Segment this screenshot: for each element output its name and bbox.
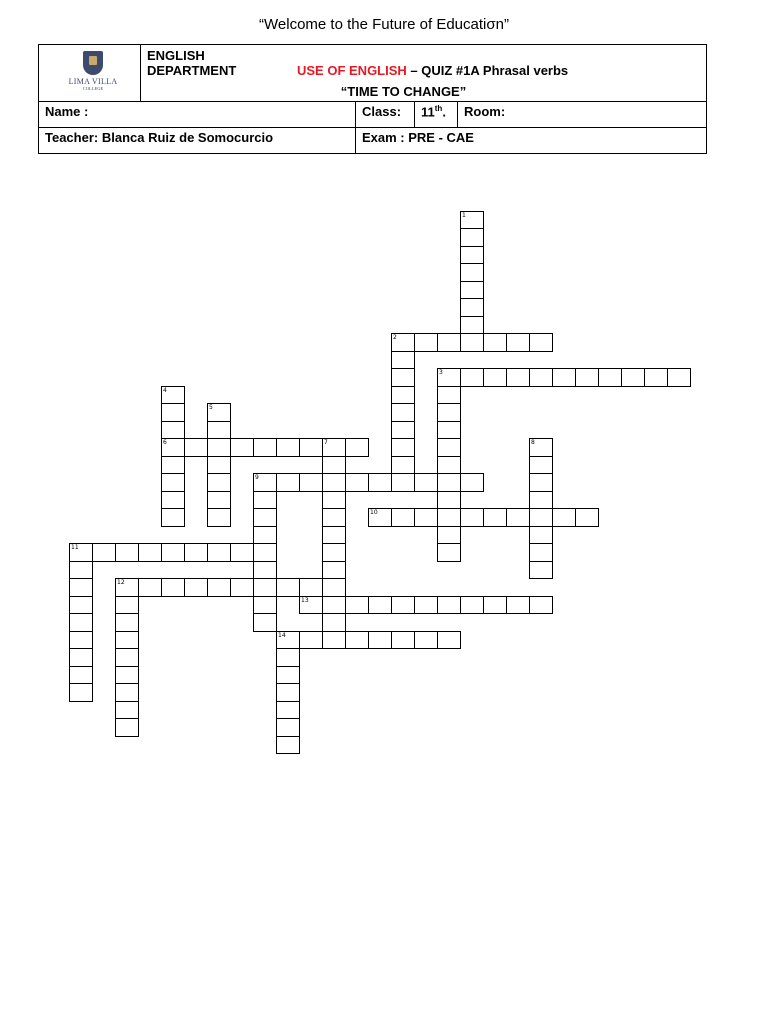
clue-number: 14 [278,631,286,639]
crossword-cell[interactable] [460,211,484,230]
crossword-cell[interactable] [368,596,392,615]
crossword-cell[interactable] [69,543,93,562]
crossword-cell[interactable] [161,473,185,492]
crossword-cell[interactable] [460,263,484,282]
crossword-cell[interactable] [253,578,277,597]
clue-number: 7 [324,439,328,446]
crossword-cell[interactable] [345,438,369,457]
crossword-cell[interactable] [161,438,185,457]
crossword-cell[interactable] [115,718,139,737]
crossword-cell[interactable] [391,333,415,352]
crossword-cell[interactable] [276,648,300,667]
crossword-cell[interactable] [529,508,553,527]
crossword-cell[interactable] [207,543,231,562]
class-dot: . [442,104,446,120]
logo-name: LIMA VILLA [68,77,118,86]
crossword-cell[interactable] [184,543,208,562]
exam-label: Exam : PRE - CAE [362,130,474,145]
crossword-cell[interactable] [529,456,553,475]
crossword-cell[interactable] [115,596,139,615]
crossword-cell[interactable] [437,333,461,352]
crossword-cell[interactable] [437,491,461,510]
crossword-cell[interactable] [322,508,346,527]
crossword-cell[interactable] [276,701,300,720]
crossword-cell[interactable] [115,578,139,597]
crossword-cell[interactable] [138,578,162,597]
crossword-cell[interactable] [161,508,185,527]
clue-number: 12 [117,579,125,586]
subject-label: USE OF ENGLISH [297,63,407,78]
clue-number: 9 [255,474,259,481]
crossword-cell[interactable] [253,526,277,545]
crossword-cell[interactable] [460,508,484,527]
crossword-cell[interactable] [437,438,461,457]
crossword-cell[interactable] [253,543,277,562]
clue-number: 10 [370,509,378,516]
crossword-cell[interactable] [322,561,346,580]
crossword-cell[interactable] [483,368,507,387]
crossword-cell[interactable] [207,491,231,510]
crossword-cell[interactable] [253,508,277,527]
crossword-cell[interactable] [322,613,346,632]
crossword-cell[interactable] [414,508,438,527]
crossword-cell[interactable] [437,456,461,475]
quiz-title: “TIME TO CHANGE” [340,84,467,99]
crossword-cell[interactable] [299,438,323,457]
crossword-cell[interactable] [506,368,530,387]
crossword-cell[interactable] [437,631,461,650]
crossword-cell[interactable] [391,368,415,387]
crossword-cell[interactable] [391,456,415,475]
crossword-cell[interactable] [276,578,300,597]
clue-number: 11 [71,544,79,551]
crossword-cell[interactable] [276,631,300,650]
clue-number: 3 [439,369,443,376]
crossword-cell[interactable] [460,473,484,492]
crossword-cell[interactable] [276,473,300,492]
crossword-cell[interactable] [299,631,323,650]
crossword-cell[interactable] [414,631,438,650]
crossword-cell[interactable] [391,421,415,440]
crossword-cell[interactable] [667,368,691,387]
class-suffix: th [434,104,443,113]
crossword-cell[interactable] [345,631,369,650]
crossword-cell[interactable] [69,648,93,667]
crossword-cell[interactable] [207,421,231,440]
crossword-cell[interactable] [161,578,185,597]
crossword-cell[interactable] [391,438,415,457]
crossword-cell[interactable] [115,666,139,685]
quiz-label: – QUIZ #1A Phrasal verbs [406,63,569,78]
crossword-cell[interactable] [115,701,139,720]
crossword-cell[interactable] [115,683,139,702]
crossword-cell[interactable] [529,526,553,545]
teacher-label: Teacher: Blanca Ruiz de Somocurcio [45,130,274,145]
clue-number: 2 [393,334,397,341]
crossword-cell[interactable] [322,438,346,457]
logo-sub: COLLEGE [82,86,104,91]
crossword-cell[interactable] [345,596,369,615]
crossword-cell[interactable] [276,438,300,457]
crossword-cell[interactable] [161,386,185,405]
crossword-cell[interactable] [437,421,461,440]
class-value: 11 [421,104,435,120]
crossword-cell[interactable] [69,613,93,632]
crossword-cell[interactable] [483,596,507,615]
crossword-cell[interactable] [644,368,668,387]
crossword-cell[interactable] [437,508,461,527]
crossword-cell[interactable] [322,543,346,562]
crossword-cell[interactable] [230,543,254,562]
clue-number: 1 [462,211,466,219]
crossword-cell[interactable] [276,683,300,702]
crossword-cell[interactable] [69,683,93,702]
class-label: Class: [362,104,402,119]
department-label: ENGLISH DEPARTMENT [147,48,237,78]
crossword-cell[interactable] [299,578,323,597]
crossword-cell[interactable] [69,561,93,580]
crossword-cell[interactable] [460,596,484,615]
crossword-cell[interactable] [161,403,185,422]
crossword-cell[interactable] [322,596,346,615]
crossword-cell[interactable] [529,438,553,457]
crossword-cell[interactable] [184,578,208,597]
crossword-cell[interactable] [69,631,93,650]
crossword-cell[interactable] [391,473,415,492]
crossword-cell[interactable] [69,666,93,685]
crossword-cell[interactable] [276,718,300,737]
crossword-cell[interactable] [414,596,438,615]
crossword-cell[interactable] [575,368,599,387]
crossword-cell[interactable] [184,438,208,457]
crossword-cell[interactable] [529,543,553,562]
crossword-cell[interactable] [322,526,346,545]
crossword-cell[interactable] [207,508,231,527]
crossword-cell[interactable] [345,473,369,492]
crossword-cell[interactable] [437,386,461,405]
crossword-cell[interactable] [253,438,277,457]
crossword-cell[interactable] [299,473,323,492]
name-label: Name : [45,104,89,119]
crossword-cell[interactable] [437,473,461,492]
crossword-cell[interactable] [483,333,507,352]
clue-number: 4 [163,386,167,394]
crossword-cell[interactable] [230,438,254,457]
crossword-cell[interactable] [460,333,484,352]
crossword-cell[interactable] [391,631,415,650]
crossword-cell[interactable] [598,368,622,387]
crossword-cell[interactable] [322,578,346,597]
crossword-cell[interactable] [529,491,553,510]
crossword-cell[interactable] [460,228,484,247]
crossword-cell[interactable] [368,631,392,650]
crossword-cell[interactable] [92,543,116,562]
crossword-cell[interactable] [621,368,645,387]
crossword-cell[interactable] [437,526,461,545]
crossword-cell[interactable] [115,543,139,562]
crossword-cell[interactable] [207,456,231,475]
crossword-cell[interactable] [552,368,576,387]
crossword-cell[interactable] [161,456,185,475]
crossword-cell[interactable] [253,473,277,492]
crossword-cell[interactable] [207,473,231,492]
crossword-cell[interactable] [253,596,277,615]
crossword-cell[interactable] [207,578,231,597]
crossword-cell[interactable] [529,596,553,615]
crossword-cell[interactable] [437,543,461,562]
crossword-cell[interactable] [414,473,438,492]
crossword-cell[interactable] [368,473,392,492]
crossword-cell[interactable] [529,333,553,352]
crossword-cell[interactable] [253,491,277,510]
crossword-cell[interactable] [161,543,185,562]
crossword-cell[interactable] [69,596,93,615]
crossword-cell[interactable] [460,246,484,265]
crossword-cell[interactable] [529,368,553,387]
crossword-cell[interactable] [115,613,139,632]
crossword-cell[interactable] [322,491,346,510]
clue-number: 13 [301,596,309,604]
crossword-cell[interactable] [552,508,576,527]
crossword-cell[interactable] [437,596,461,615]
crossword-cell[interactable] [207,403,231,422]
crossword-cell[interactable] [483,508,507,527]
crossword-cell[interactable] [437,368,461,387]
crossword-cell[interactable] [253,613,277,632]
crossword-cell[interactable] [437,403,461,422]
crossword-cell[interactable] [529,561,553,580]
crossword-cell[interactable] [322,456,346,475]
clue-number: 8 [531,439,535,446]
crossword-cell[interactable] [276,666,300,685]
crossword-cell[interactable] [368,508,392,527]
crossword-cell[interactable] [391,596,415,615]
crossword-cell[interactable] [230,578,254,597]
crossword-cell[interactable] [414,333,438,352]
crossword-cell[interactable] [460,368,484,387]
crossword-cell[interactable] [276,736,300,755]
crossword-cell[interactable] [506,508,530,527]
crossword-cell[interactable] [207,438,231,457]
crossword-cell[interactable] [161,491,185,510]
crossword-cell[interactable] [506,333,530,352]
crossword-cell[interactable] [299,596,323,615]
crossword-cell[interactable] [391,351,415,370]
crossword-cell[interactable] [115,631,139,650]
crossword-cell[interactable] [115,648,139,667]
crossword-cell[interactable] [391,508,415,527]
crossword-cell[interactable] [322,631,346,650]
clue-number: 6 [163,439,167,446]
crossword-cell[interactable] [161,421,185,440]
crossword-cell[interactable] [138,543,162,562]
clue-number: 5 [209,404,213,411]
crossword-cell[interactable] [69,578,93,597]
room-label: Room: [464,104,506,119]
school-motto: “Welcome to the Future of Educatiσn” [259,16,509,33]
crossword-cell[interactable] [391,386,415,405]
crossword-cell[interactable] [529,473,553,492]
crossword-cell[interactable] [460,316,484,335]
crossword-cell[interactable] [575,508,599,527]
crossword-cell[interactable] [391,403,415,422]
crossword-cell[interactable] [506,596,530,615]
crossword-cell[interactable] [460,298,484,317]
crossword-cell[interactable] [322,473,346,492]
crossword-cell[interactable] [460,281,484,300]
crossword-cell[interactable] [253,561,277,580]
